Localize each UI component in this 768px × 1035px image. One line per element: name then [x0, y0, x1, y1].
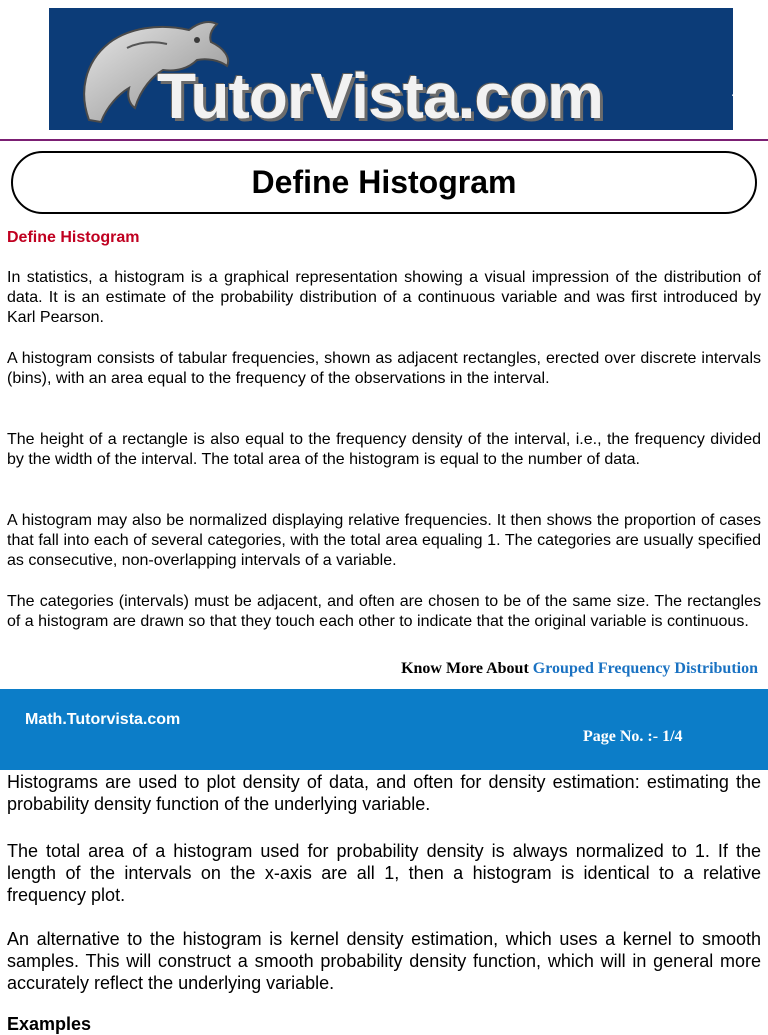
- tutorvista-logo-banner: [49, 8, 750, 132]
- know-more-line: [401, 660, 758, 678]
- header-divider: [0, 139, 768, 141]
- paragraph-7: The total area of a histogram used for probability density is always normalized to 1. If the length of the intervals on the x-axis are all 1, then a histogram is identical to a relative frequency plot.: [7, 841, 761, 905]
- page-title-box: [11, 151, 757, 214]
- examples-heading: Examples: [7, 1014, 92, 1034]
- page-title: Define Histogram: [251, 164, 517, 200]
- paragraph-3: The height of a rectangle is also equal to the frequency density of the interval, i.e., the frequency divided by the width of the interval. The total area of the histogram is equal to the number of data.: [7, 431, 761, 468]
- page-number: Page No. :- 1/4: [583, 728, 683, 745]
- section-heading: Define Histogram: [7, 229, 140, 246]
- paragraph-2: A histogram consists of tabular frequencies, shown as adjacent rectangles, erected over discrete intervals (bins), with an area equal to the frequency of the observations in the interval.: [7, 350, 761, 387]
- paragraph-5: The categories (intervals) must be adjacent, and often are chosen to be of the same size. The rectangles of a histogram are drawn so that they touch each other to indicate that the original variable is continuous.: [7, 593, 761, 630]
- page-footer-band: [0, 689, 768, 770]
- footer-site-label: Math.Tutorvista.com: [25, 711, 181, 728]
- paragraph-6: Histograms are used to plot density of data, and often for density estimation: estimating the probability density function of the underlying variable.: [7, 772, 761, 814]
- paragraph-4: A histogram may also be normalized displaying relative frequencies. It then shows the proportion of cases that fall into each of several categories, with the total area equaling 1. The categories are usually specified as consecutive, non-overlapping intervals of a variable.: [7, 512, 761, 569]
- paragraph-8: An alternative to the histogram is kernel density estimation, which uses a kernel to smooth samples. This will construct a smooth probability density function, which will in general more accurately reflect the underlying variable.: [7, 929, 761, 993]
- trademark-mark: TM: [732, 92, 750, 106]
- paragraph-1: In statistics, a histogram is a graphical representation showing a visual impression of the distribution of data. It is an estimate of the probability distribution of a continuous variable and was first introduced by Karl Pearson.: [7, 269, 761, 326]
- know-more-prefix: Know More About: [401, 660, 529, 677]
- brand-wordmark: TutorVista.com: [157, 60, 603, 132]
- grouped-frequency-link[interactable]: Grouped Frequency Distribution: [532, 660, 758, 677]
